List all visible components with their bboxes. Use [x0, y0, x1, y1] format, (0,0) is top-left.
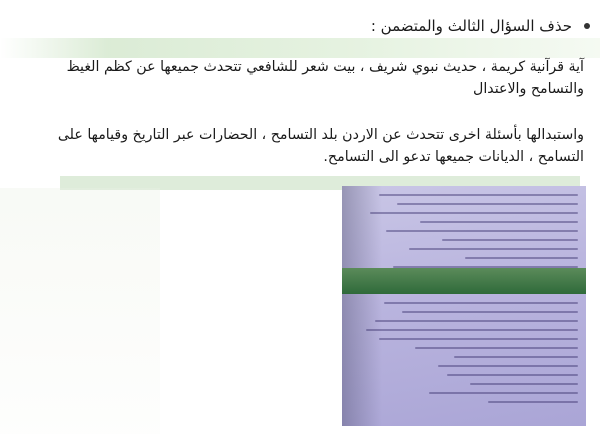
- background-decoration-top: [0, 38, 600, 58]
- background-decoration-left: [0, 188, 160, 434]
- photo-text-lines-bottom: [352, 302, 578, 410]
- bullet-item: [32, 16, 572, 36]
- photo-green-strip: [342, 268, 586, 294]
- photo-text-lines-top: [352, 194, 578, 275]
- paragraph-replacement-content: واستبدالها بأسئلة اخرى تتحدث عن الاردن بلد التسامح ، الحضارات عبر التاريخ وقيامها على التسامح ، الديانات جميعها تدعو الى التسامح.: [57, 127, 584, 165]
- bullet-heading: حذف السؤال الثالث والمتضمن :: [370, 17, 572, 35]
- paragraph-removed-content: آية قرآنية كريمة ، حديث نبوي شريف ، بيت شعر للشافعي تتحدث جميعها عن كظم الغيظ والتسامح والاعتدال: [66, 59, 584, 97]
- textbook-page-photo: [342, 186, 586, 426]
- bullet-icon: [584, 23, 590, 29]
